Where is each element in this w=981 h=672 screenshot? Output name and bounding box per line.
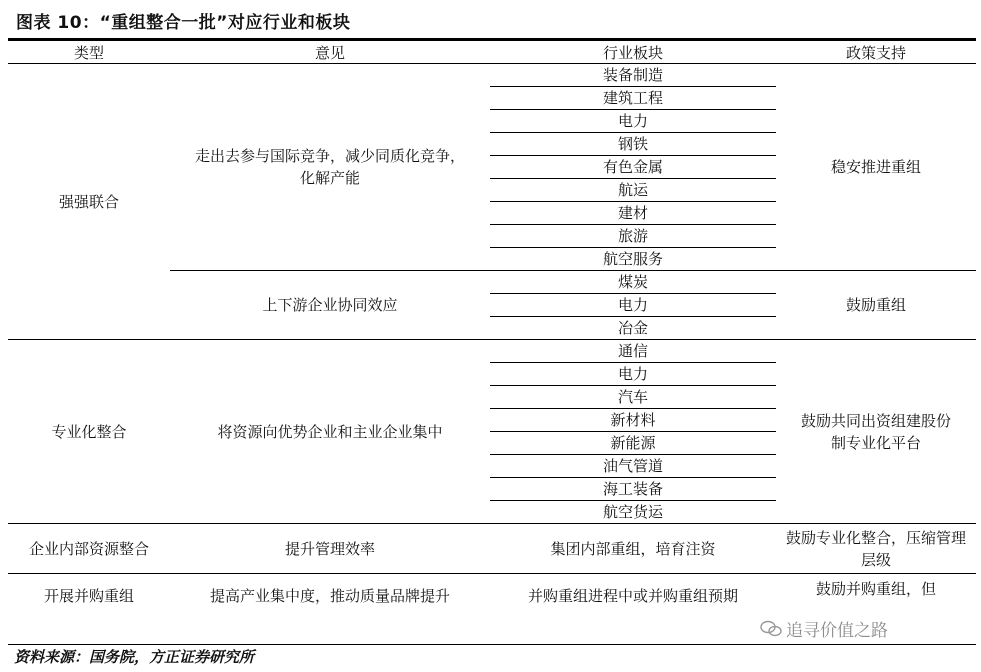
policy-cell: 稳安推进重组 xyxy=(776,64,976,271)
table-row xyxy=(8,574,976,618)
type-cell: 企业内部资源整合 xyxy=(8,524,170,574)
type-cell: 专业化整合 xyxy=(8,340,170,524)
opinion-cell: 将资源向优势企业和主业企业集中 xyxy=(170,340,490,524)
header-policy: 政策支持 xyxy=(776,42,976,64)
sector-cell: 电力 xyxy=(490,363,776,386)
sector-cell: 钢铁 xyxy=(490,133,776,156)
bottom-rule xyxy=(8,644,976,645)
sector-cell: 航空货运 xyxy=(490,501,776,524)
header-opinion: 意见 xyxy=(170,42,490,64)
policy-cell: 鼓励共同出资组建股份制专业化平台 xyxy=(776,340,976,524)
sector-cell: 新材料 xyxy=(490,409,776,432)
policy-cell: 鼓励专业化整合，压缩管理层级 xyxy=(776,524,976,574)
table-row xyxy=(8,524,976,574)
sector-cell: 新能源 xyxy=(490,432,776,455)
sector-cell: 并购重组进程中或并购重组预期 xyxy=(527,586,738,605)
header-sector: 行业板块 xyxy=(490,42,776,64)
type-cell: 开展并购重组 xyxy=(43,586,134,605)
sector-cell: 煤炭 xyxy=(490,271,776,294)
wechat-icon xyxy=(760,620,782,638)
sector-cell: 油气管道 xyxy=(490,455,776,478)
sector-cell: 海工装备 xyxy=(490,478,776,501)
header-row xyxy=(8,42,976,64)
sector-cell: 航空服务 xyxy=(490,248,776,271)
sector-cell: 通信 xyxy=(490,340,776,363)
sector-cell: 集团内部重组，培育注资 xyxy=(490,524,776,574)
policy-table xyxy=(8,42,976,618)
sector-cell: 冶金 xyxy=(490,317,776,340)
type-cell: 强强联合 xyxy=(8,64,170,340)
sector-cell: 装备制造 xyxy=(490,64,776,87)
sector-cell: 旅游 xyxy=(490,225,776,248)
policy-cell: 鼓励重组 xyxy=(776,271,976,340)
header-type: 类型 xyxy=(8,42,170,64)
sector-cell: 航运 xyxy=(490,179,776,202)
policy-cell: 鼓励并购重组，但 xyxy=(815,580,936,598)
figure-title: 图表 10：“重组整合一批”对应行业和板块 xyxy=(16,13,351,33)
opinion-cell: 走出去参与国际竞争，减少同质化竞争，化解产能 xyxy=(170,64,490,271)
sector-cell: 汽车 xyxy=(490,386,776,409)
sector-cell: 建筑工程 xyxy=(490,87,776,110)
top-rule xyxy=(8,38,976,41)
table-row xyxy=(8,340,976,363)
table-row xyxy=(8,64,976,87)
opinion-cell: 上下游企业协同效应 xyxy=(170,271,490,340)
watermark xyxy=(760,616,888,641)
opinion-cell: 提高产业集中度，推动质量品牌提升 xyxy=(209,586,450,605)
sector-cell: 有色金属 xyxy=(490,156,776,179)
watermark-text: 追寻价值之路 xyxy=(786,621,888,641)
sector-cell: 建材 xyxy=(490,202,776,225)
sector-cell: 电力 xyxy=(490,294,776,317)
sector-cell: 电力 xyxy=(490,110,776,133)
source-note: 资料来源：国务院，方正证券研究所 xyxy=(14,648,255,666)
opinion-cell: 提升管理效率 xyxy=(170,524,490,574)
